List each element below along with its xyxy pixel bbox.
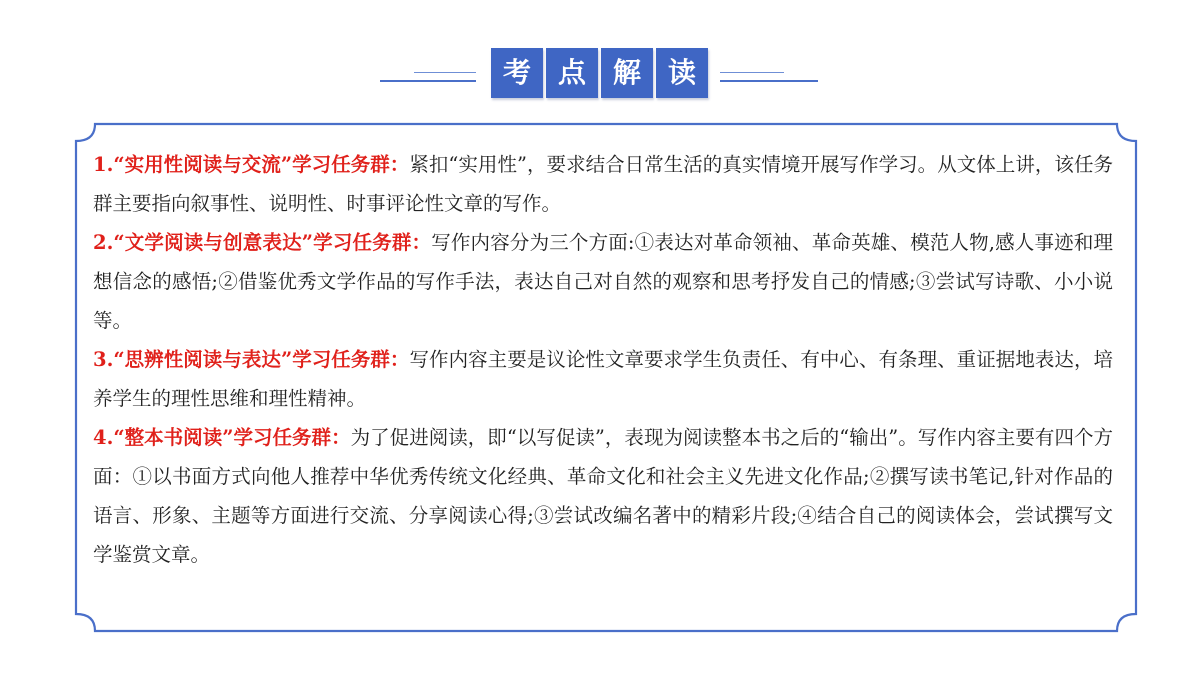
header-right-line-short xyxy=(720,72,784,73)
item-3-heading: 3.“思辨性阅读与表达”学习任务群： xyxy=(93,348,410,371)
item-1-text: 紧扣“实用性”，要求结合日常生活的真实情境开展写作学习。从文体上讲，该任务群主要指向叙事性、说明性、时事评论性文章的写作。 xyxy=(93,153,1113,215)
item-4 xyxy=(93,418,1113,574)
title-char: 考 xyxy=(491,48,543,98)
section-header xyxy=(0,48,1200,102)
header-right-line-long xyxy=(720,80,818,82)
item-2 xyxy=(93,223,1113,340)
header-left-line-short xyxy=(414,72,476,73)
item-4-text: 为了促进阅读，即“以写促读”，表现为阅读整本书之后的“输出”。写作内容主要有四个方面：①以书面方式向他人推荐中华优秀传统文化经典、革命文化和社会主义先进文化作品;②撰写读书笔记,针对作品的语言、形象、主题等方面进行交流、分享阅读心得;③尝试改编名著中的精彩片段;④结合自己的阅读体会，尝试撰写文学鉴赏文章。 xyxy=(93,426,1113,566)
item-3 xyxy=(93,340,1113,418)
item-1-heading: 1.“实用性阅读与交流”学习任务群： xyxy=(93,153,410,176)
item-1 xyxy=(93,145,1113,223)
title-char: 点 xyxy=(546,48,598,98)
section-title xyxy=(491,48,708,102)
content-body xyxy=(93,145,1113,574)
item-4-heading: 4.“整本书阅读”学习任务群： xyxy=(93,426,351,449)
title-char: 读 xyxy=(656,48,708,98)
item-2-text: 写作内容分为三个方面:①表达对革命领袖、革命英雄、模范人物,感人事迹和理想信念的感悟;②借鉴优秀文学作品的写作手法，表达自己对自然的观察和思考抒发自己的情感;③尝试写诗歌、小小说等。 xyxy=(93,231,1113,332)
title-char: 解 xyxy=(601,48,653,98)
header-left-line-long xyxy=(380,80,476,82)
item-3-text: 写作内容主要是议论性文章要求学生负责任、有中心、有条理、重证据地表达，培养学生的理性思维和理性精神。 xyxy=(93,348,1113,410)
item-2-heading: 2.“文学阅读与创意表达”学习任务群： xyxy=(93,231,432,254)
